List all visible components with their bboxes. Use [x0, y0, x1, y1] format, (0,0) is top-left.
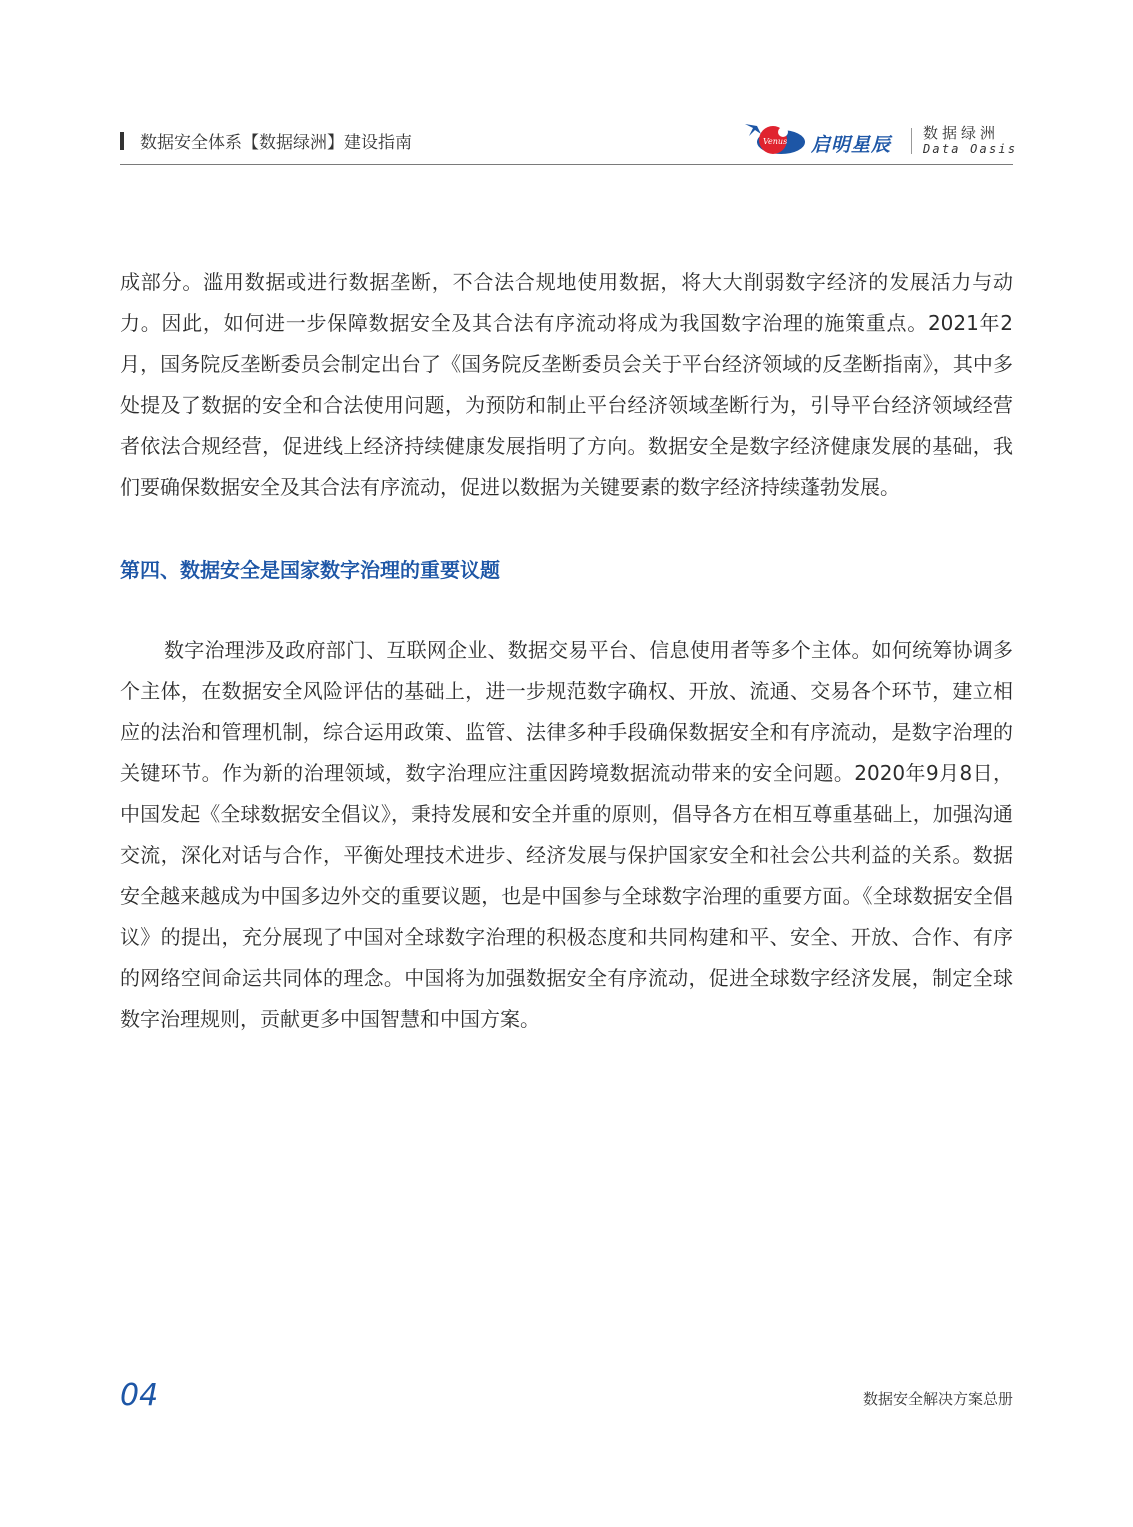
logo-divider	[911, 128, 912, 154]
body-paragraph-1: 成部分。滥用数据或进行数据垄断，不合法合规地使用数据，将大大削弱数字经济的发展活力与动力。因此，如何进一步保障数据安全及其合法有序流动将成为我国数字治理的施策重点。2021年2月，国务院反垄断委员会制定出台了《国务院反垄断委员会关于平台经济领域的反垄断指南》，其中多处提及了数据的安全和合法使用问题，为预防和制止平台经济领域垄断行为，引导平台经济领域经营者依法合规经营，促进线上经济持续健康发展指明了方向。数据安全是数字经济健康发展的基础，我们要确保数据安全及其合法有序流动，促进以数据为关键要素的数字经济持续蓬勃发展。	[120, 270, 1013, 499]
header-accent-bar	[120, 132, 124, 150]
logo-product-name: 数据绿洲	[923, 124, 1000, 142]
body-paragraph-2: 数字治理涉及政府部门、互联网企业、数据交易平台、信息使用者等多个主体。如何统筹协调多个主体，在数据安全风险评估的基础上，进一步规范数字确权、开放、流通、交易各个环节，建立相应的法治和管理机制，综合运用政策、监管、法律多种手段确保数据安全和有序流动，是数字治理的关键环节。作为新的治理领域，数字治理应注重因跨境数据流动带来的安全问题。2020年9月8日，中国发起《全球数据安全倡议》，秉持发展和安全并重的原则，倡导各方在相互尊重基础上，加强沟通交流，深化对话与合作，平衡处理技术进步、经济发展与保护国家安全和社会公共利益的关系。数据安全越来越成为中国多边外交的重要议题，也是中国参与全球数字治理的重要方面。《全球数据安全倡议》的提出，充分展现了中国对全球数字治理的积极态度和共同构建和平、安全、开放、合作、有序的网络空间命运共同体的理念。中国将为加强数据安全有序流动，促进全球数字经济发展，制定全球数字治理规则，贡献更多中国智慧和中国方案。	[120, 638, 1013, 1031]
logo-brand-name: 启明星辰	[811, 134, 892, 156]
header-divider	[120, 164, 1013, 165]
footer-title: 数据安全解决方案总册	[862, 1390, 1013, 1408]
page-header	[120, 112, 1018, 166]
page-number: 04	[120, 1378, 159, 1413]
brand-logo	[743, 112, 1018, 162]
header-title: 数据安全体系【数据绿洲】建设指南	[140, 133, 412, 153]
logo-product-name-en: Data Oasis	[923, 142, 1018, 156]
svg-text:Venus: Venus	[763, 137, 788, 146]
venus-star-logo-icon	[743, 116, 809, 160]
section-heading: 第四、数据安全是国家数字治理的重要议题	[120, 558, 500, 582]
main-content	[120, 262, 1013, 1040]
